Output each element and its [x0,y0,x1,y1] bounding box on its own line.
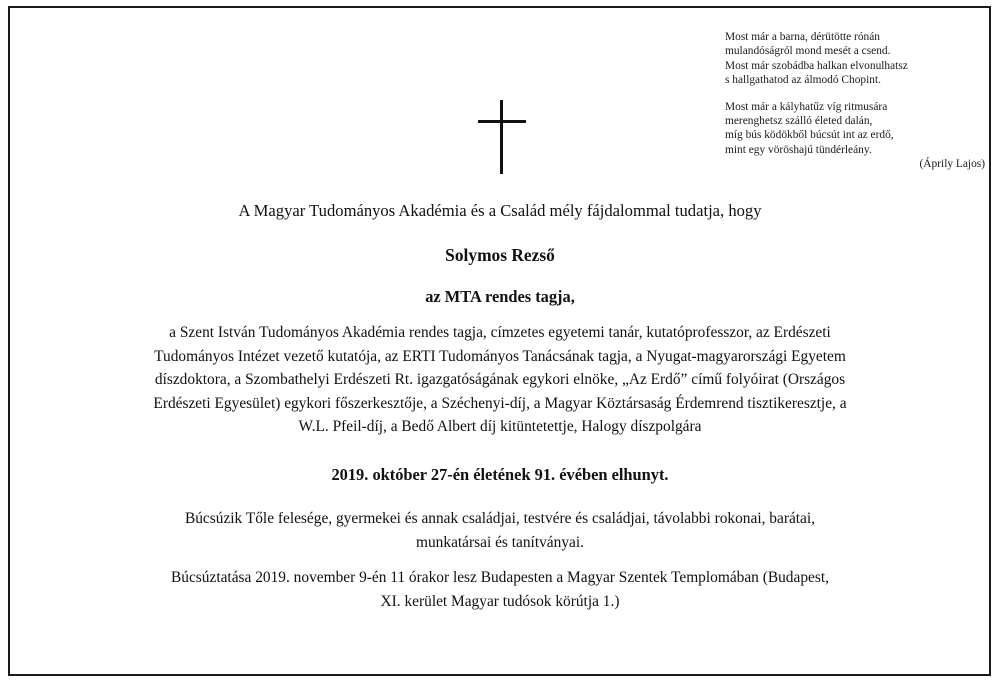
deceased-name: Solymos Rezső [445,245,555,265]
mourners-line: Búcsúzik Tőle felesége, gyermekei és annak családjai, testvére és családjai, távolabbi rokonai, barátai, [184,510,816,527]
funeral-details [80,566,920,613]
poem-line: Most már szobádba halkan elvonulhatsz [725,59,908,72]
cross-horizontal-bar [478,120,526,123]
biography-line: W.L. Pfeil-díj, a Bedő Albert díj kitüntetettje, Halogy díszpolgára [298,418,702,436]
poem-line: míg bús ködökből búcsút int az erdő, [725,129,894,142]
death-notice: 2019. október 27-én életének 91. évében elhunyt. [331,465,669,484]
biography [56,321,944,439]
poem-quote [725,30,987,172]
cross-icon [478,100,526,174]
biography-line: díszdoktora, a Szombathelyi Erdészeti Rt. igazgatóságának egykori elnöke, „Az Erdő” című folyóirat (Országos [154,371,846,389]
stanza-gap [725,88,987,100]
poem-line: Most már a kályhatűz víg ritmusára [725,100,888,113]
funeral-line: Búcsúztatása 2019. november 9-én 11 órakor lesz Budapesten a Magyar Szentek Templomában (Budapest, [171,569,829,586]
poem-author: (Áprily Lajos) [919,158,985,171]
announcement-intro: A Magyar Tudományos Akadémia és a Család mély fájdalommal tudatja, hogy [238,201,762,220]
funeral-line: XI. kerület Magyar tudósok körútja 1.) [380,592,620,610]
poem-line: s hallgathatod az álmodó Chopint. [725,74,881,87]
mourners-text [80,507,920,554]
deceased-rank: az MTA rendes tagja, [425,287,575,306]
poem-line: mint egy vöröshajú tündérleány. [725,143,872,156]
biography-line: a Szent István Tudományos Akadémia rendes tagja, címzetes egyetemi tanár, kutatóprofesszor, az Erdészeti [169,324,831,341]
poem-line: merenghetsz szálló életed dalán, [725,115,873,128]
poem-line: Most már a barna, dérütötte rónán [725,31,880,43]
cross-vertical-bar [500,100,503,174]
biography-line: Tudományos Intézet vezető kutatója, az ERTI Tudományos Tanácsának tagja, a Nyugat-magyarországi Egyetem [154,347,846,365]
mourners-line: munkatársai és tanítványai. [416,533,584,551]
poem-line: mulandóságról mond mesét a csend. [725,45,891,58]
biography-line: Erdészeti Egyesület) egykori főszerkesztője, a Széchenyi-díj, a Magyar Köztársaság Érdemrend tisztikeresztje, a [153,394,847,412]
